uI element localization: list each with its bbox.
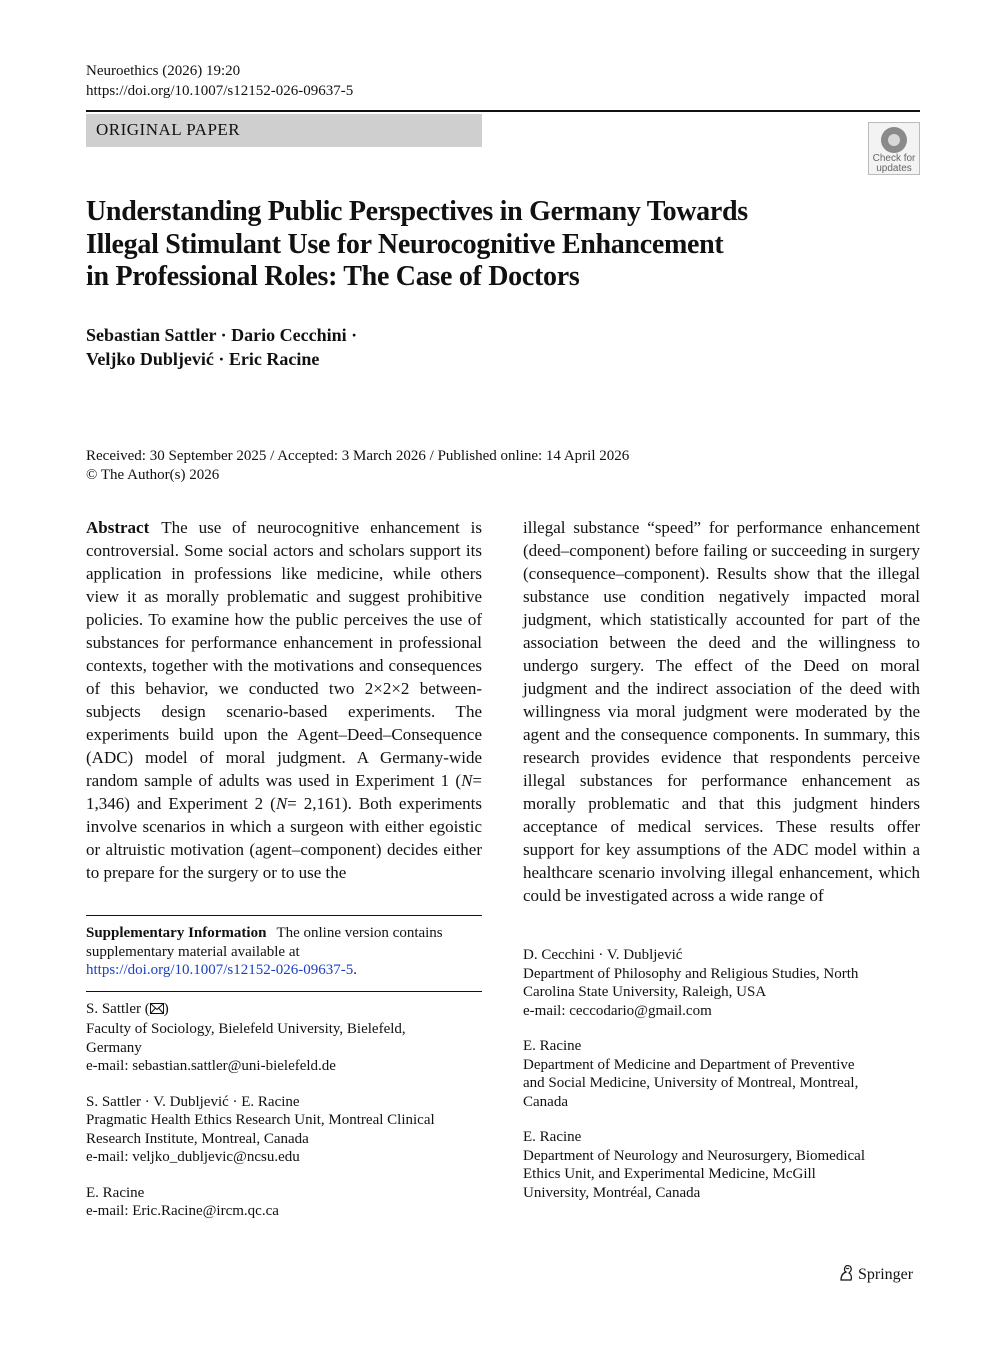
- affiliation-names: E. Racine: [86, 1184, 145, 1201]
- footnote-rule-1: [86, 915, 482, 916]
- n-symbol-1: N: [461, 771, 473, 790]
- affiliation-line: Germany: [86, 1039, 142, 1056]
- n-symbol-2: N: [275, 794, 288, 813]
- affiliation-line: Ethics Unit, and Experimental Medicine, McGill: [523, 1166, 816, 1182]
- envelope-icon[interactable]: [150, 1002, 164, 1021]
- affiliation-line: Carolina State University, Raleigh, USA: [523, 984, 767, 1000]
- affiliation-block: [86, 1000, 482, 1076]
- supplementary-label: Supplementary Information: [86, 925, 267, 941]
- affiliation-email[interactable]: e-mail: Eric.Racine@ircm.qc.ca: [86, 1203, 279, 1219]
- affiliation-names: [86, 1000, 482, 1021]
- doi-link[interactable]: https://doi.org/10.1007/s12152-026-09637-5: [86, 83, 354, 99]
- supplementary-link[interactable]: https://doi.org/10.1007/s12152-026-09637-5: [86, 962, 354, 978]
- affiliation-block: [523, 1037, 920, 1111]
- check-for-updates-badge[interactable]: [868, 122, 920, 175]
- abstract-n2: = 2,161). Both experiments involve scenarios in which a surgeon with either egoistic or altruistic motivation (agent–component) decides either to prepare for the surgery or to use the: [86, 794, 482, 882]
- check-updates-line2: updates: [876, 163, 912, 174]
- affiliation-email[interactable]: e-mail: sebastian.sattler@uni-bielefeld.de: [86, 1058, 336, 1074]
- title-line-1: Understanding Public Perspectives in Germany Towards: [86, 196, 748, 227]
- abstract-label: Abstract: [86, 518, 150, 537]
- supplementary-text: The online version contains supplementary material available at: [86, 925, 443, 960]
- supplementary-end: .: [353, 962, 357, 978]
- affiliation-line: Canada: [523, 1093, 568, 1110]
- abstract-part-1: [86, 516, 482, 884]
- right-column: [523, 516, 920, 1219]
- springer-horse-icon: [838, 1266, 858, 1283]
- affiliation-line: Department of Philosophy and Religious Studies, North: [523, 965, 859, 982]
- affiliation-line: Department of Medicine and Department of Preventive: [523, 1056, 855, 1073]
- authors-line-1: Sebastian Sattler · Dario Cecchini ·: [86, 325, 358, 345]
- author-list: [86, 323, 586, 371]
- affiliation-line: and Social Medicine, University of Montreal, Montreal,: [523, 1075, 859, 1091]
- affiliation-email[interactable]: e-mail: veljko_dubljevic@ncsu.edu: [86, 1149, 300, 1165]
- abstract-text-1: The use of neurocognitive enhancement is controversial. Some social actors and scholars support its application in professions like medicine, while others view it as morally problematic and suggest prohibitive policies. To examine how the public perceives the use of substances for performance enhancement in professional contexts, together with the motivations and consequences of this behavior, we conducted two 2×2×2 between-subjects design scenario-based experiments. The experiments build upon the Agent–Deed–Consequence (ADC) model of moral judgment. A Germany-wide random sample of adults was used in Experiment 1 (: [86, 518, 482, 790]
- publication-history: [86, 447, 629, 485]
- abstract-n1: = 1,346) and Experiment 2 (: [86, 771, 482, 813]
- supplementary-info: [86, 924, 482, 980]
- article-type-banner: ORIGINAL PAPER: [86, 114, 482, 147]
- paper-title: [86, 196, 846, 294]
- affiliation-names-end: ): [163, 1000, 169, 1017]
- check-updates-icon: [881, 127, 907, 153]
- affiliation-names: E. Racine: [523, 1129, 582, 1145]
- publisher-logo: [838, 1264, 913, 1285]
- affiliation-line: Pragmatic Health Ethics Research Unit, Montreal Clinical: [86, 1112, 435, 1128]
- footnote-rule-2: [86, 991, 482, 992]
- affiliation-block: [86, 1093, 482, 1167]
- check-updates-line1: Check for: [872, 153, 916, 164]
- affiliations-right: [523, 946, 920, 1202]
- affiliation-block: [523, 1128, 920, 1202]
- affiliation-line: Faculty of Sociology, Bielefeld University, Bielefeld,: [86, 1021, 406, 1037]
- affiliation-line: Research Institute, Montreal, Canada: [86, 1130, 309, 1147]
- affiliation-names: D. Cecchini · V. Dubljević: [523, 947, 683, 963]
- affiliations-left: [86, 1000, 482, 1221]
- copyright-notice: © The Author(s) 2026: [86, 467, 220, 483]
- header-rule: [86, 110, 920, 112]
- affiliation-line: Department of Neurology and Neurosurgery, Biomedical: [523, 1147, 865, 1164]
- authors-line-2: Veljko Dubljević · Eric Racine: [86, 349, 320, 369]
- dates-history: Received: 30 September 2025 / Accepted: 3 March 2026 / Published online: 14 April 2026: [86, 448, 630, 464]
- affiliation-block: [86, 1184, 482, 1221]
- affiliation-names: E. Racine: [523, 1038, 582, 1054]
- springer-text: Springer: [858, 1266, 914, 1283]
- affiliation-line: University, Montréal, Canada: [523, 1184, 701, 1201]
- title-line-2: Illegal Stimulant Use for Neurocognitive Enhancement: [86, 228, 724, 260]
- left-column: [86, 516, 482, 1238]
- affiliation-names: S. Sattler · V. Dubljević · E. Racine: [86, 1093, 300, 1110]
- affiliation-email[interactable]: e-mail: ceccodario@gmail.com: [523, 1002, 712, 1019]
- journal-citation: Neuroethics (2026) 19:20: [86, 63, 241, 79]
- abstract-part-2: illegal substance “speed” for performance enhancement (deed–component) before failing or succeeding in surgery (consequence–component). Results show that the illegal substance use condition negatively impacted moral judgment, which statistically accounted for part of the association between the deed and the willingness to undergo surgery. The effect of the Deed on moral judgment and the indirect association of the deed with willingness via moral judgment were moderated by the agent and the consequence components. In summary, this research provides evidence that respondents perceive illegal substances for performance enhancement as morally problematic and that this judgment hinders acceptance of medical services. These results offer support for key assumptions of the ADC model within a healthcare scenario involving illegal enhancement, which could be investigated across a wide range of: [523, 518, 920, 905]
- affiliation-block: [523, 946, 920, 1020]
- title-line-3: in Professional Roles: The Case of Doctors: [86, 261, 580, 292]
- affiliation-names-text: S. Sattler (: [86, 1000, 150, 1017]
